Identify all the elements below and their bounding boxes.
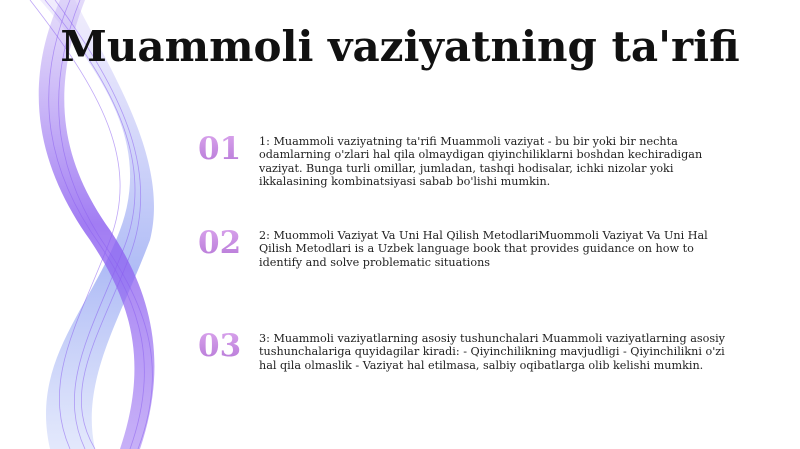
item-number: 01 xyxy=(198,133,244,165)
item-number: 02 xyxy=(198,227,244,259)
item-text: 1: Muammoli vaziyatning ta'rifi Muammoli vaziyat - bu bir yoki bir nechta odamlarning o'zlari hal qila olmaydigan qiyinchiliklarni boshdan kechiradigan vaziyat. Bunga turli omillar, jumladan, tashqi hodisalar, ichki nizolar yoki ikkalasining kombinatsiyasi sabab bo'lishi mumkin. xyxy=(259,135,703,189)
item-number: 03 xyxy=(198,330,244,362)
item-text: 3: Muammoli vaziyatlarning asosiy tushunchalari Muammoli vaziyatlarning asosiy tushunchalariga quyidagilar kiradi: - Qiyinchilikning mavjudligi - Qiyinchilikni o'zi hal qila olmaslik - Vaziyat hal etilmasa, salbiy oqibatlarga olib kelishi mumkin. xyxy=(259,332,725,372)
slide-title: Muammoli vaziyatning ta'rifi xyxy=(60,22,740,71)
item-text: 2: Muommoli Vaziyat Va Uni Hal Qilish MetodlariMuommoli Vaziyat Va Uni Hal Qilish Metodlari is a Uzbek language book that provides guidance on how to identify and solve problematic situations xyxy=(259,229,708,269)
